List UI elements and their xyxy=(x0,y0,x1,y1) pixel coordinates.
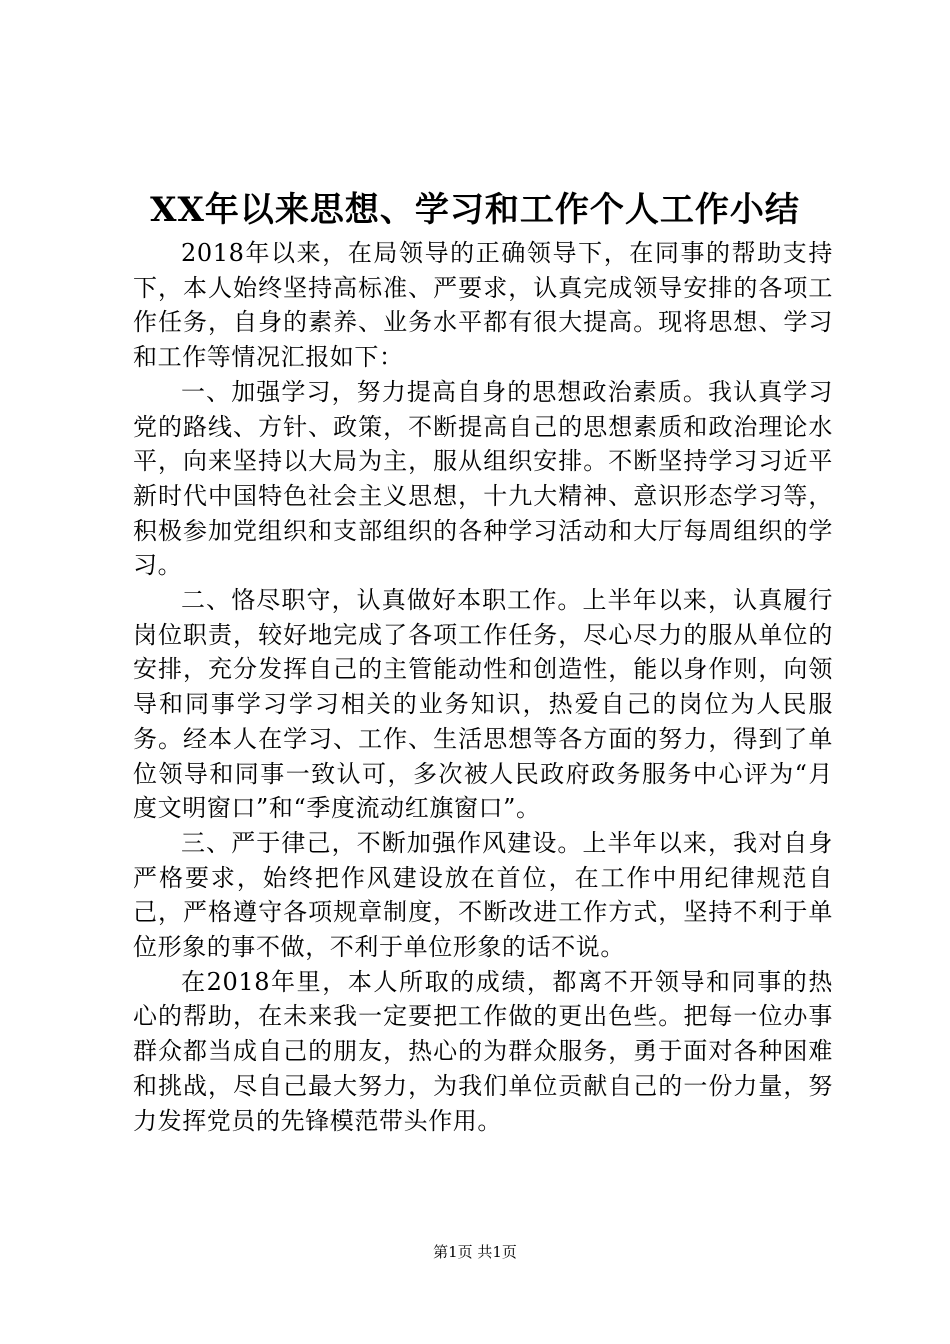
paragraph-section-3: 三、严于律己，不断加强作风建设。上半年以来，我对自身严格要求，始终把作风建设放在首位，在工作中用纪律规范自己，严格遵守各项规章制度，不断改进工作方式，坚持不利于单位形象的事不做，不利于单位形象的话不说。 xyxy=(133,828,833,962)
paragraph-intro: 2018年以来，在局领导的正确领导下，在同事的帮助支持下，本人始终坚持高标准、严要求，认真完成领导安排的各项工作任务，自身的素养、业务水平都有很大提高。现将思想、学习和工作等情况汇报如下： xyxy=(133,239,833,372)
paragraph-conclusion: 在2018年里，本人所取的成绩，都离不开领导和同事的热心的帮助，在未来我一定要把工作做的更出色些。把每一位办事群众都当成自己的朋友，热心的为群众服务，勇于面对各种困难和挑战，尽自己最大努力，为我们单位贡献自己的一份力量，努力发挥党员的先锋模范带头作用。 xyxy=(133,967,833,1135)
paragraph-section-2: 二、恪尽职守，认真做好本职工作。上半年以来，认真履行岗位职责，较好地完成了各项工作任务，尽心尽力的服从单位的安排，充分发挥自己的主管能动性和创造性，能以身作则，向领导和同事学习学习相关的业务知识，热爱自己的岗位为人民服务。经本人在学习、工作、生活思想等各方面的努力，得到了单位领导和同事一致认可，多次被人民政府政务服务中心评为“月度文明窗口”和“季度流动红旗窗口”。 xyxy=(133,586,833,823)
page-number-footer: 第1页 共1页 xyxy=(433,1243,517,1261)
document-title: XX年以来思想、学习和工作个人工作小结 xyxy=(150,190,800,230)
paragraph-section-1: 一、加强学习，努力提高自身的思想政治素质。我认真学习党的路线、方针、政策，不断提高自己的思想素质和政治理论水平，向来坚持以大局为主，服从组织安排。不断坚持学习习近平新时代中国特色社会主义思想，十九大精神、意识形态学习等，积极参加党组织和支部组织的各种学习活动和大厅每周组织的学习。 xyxy=(133,377,833,580)
document-body xyxy=(133,236,833,1138)
